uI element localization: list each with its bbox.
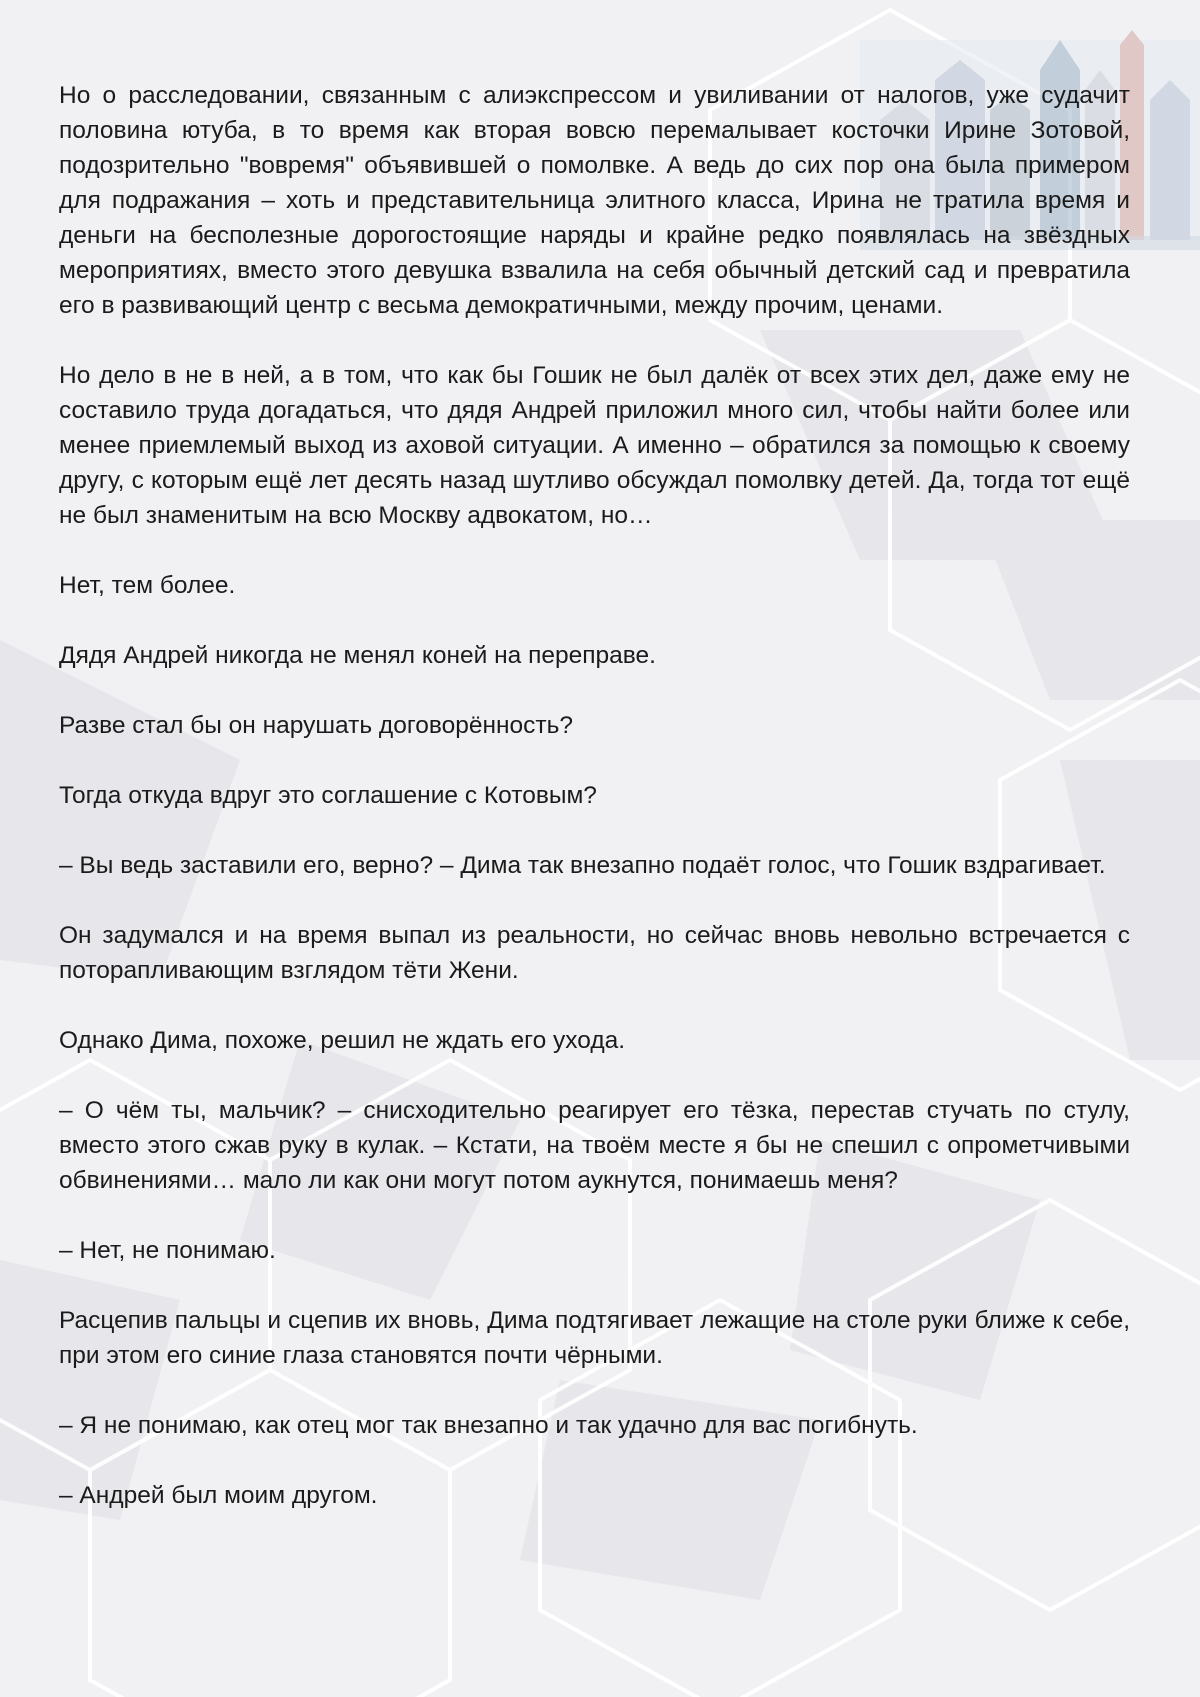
paragraph: Расцепив пальцы и сцепив их вновь, Дима подтягивает лежащие на столе руки ближе к себе, при этом его синие глаза становятся почти чёрными.	[59, 1307, 1130, 1369]
paragraph: – О чём ты, мальчик? – снисходительно реагирует его тёзка, перестав стучать по стулу, вместо этого сжав руку в кулак. – Кстати, на твоём месте я бы не спешил с опрометчивыми обвинениями… мало ли как они могут потом аукнутся, понимаешь меня?	[59, 1097, 1130, 1194]
paragraph: Нет, тем более.	[59, 572, 236, 599]
paragraph: Но о расследовании, связанным с алиэкспрессом и увиливании от налогов, уже судачит половина ютуба, в то время как вторая вовсю перемалывает косточки Ирине Зотовой, подозрительно "вовремя" объявившей о помолвке. А ведь до сих пор она была примером для подражания – хоть и представительница элитного класса, Ирина не тратила время и деньги на бесполезные дорогостоящие наряды и крайне редко появлялась на звёздных мероприятиях, вместо этого девушка взвалила на себя обычный детский сад и превратила его в развивающий центр с весьма демократичными, между прочим, ценами.	[59, 82, 1130, 319]
paragraph: Однако Дима, похоже, решил не ждать его ухода.	[59, 1027, 626, 1054]
paragraph: – Нет, не понимаю.	[59, 1237, 276, 1264]
skyline-tower	[1150, 80, 1190, 240]
paragraph: Он задумался и на время выпал из реальности, но сейчас вновь невольно встречается с поторапливающим взглядом тёти Жени.	[59, 922, 1130, 984]
paragraph: Тогда откуда вдруг это соглашение с Котовым?	[59, 782, 597, 809]
paragraph: – Я не понимаю, как отец мог так внезапно и так удачно для вас погибнуть.	[59, 1412, 918, 1439]
paragraph: – Вы ведь заставили его, верно? – Дима так внезапно подаёт голос, что Гошик вздрагивает.	[59, 852, 1106, 879]
paragraph: Дядя Андрей никогда не менял коней на переправе.	[59, 642, 656, 669]
document-body	[59, 78, 1130, 1513]
paragraph: Разве стал бы он нарушать договорённость?	[59, 712, 574, 739]
paragraph: – Андрей был моим другом.	[59, 1482, 378, 1509]
paragraph: Но дело в не в ней, а в том, что как бы Гошик не был далёк от всех этих дел, даже ему не составило труда догадаться, что дядя Андрей приложил много сил, чтобы найти более или менее приемлемый выход из аховой ситуации. А именно – обратился за помощью к своему другу, с которым ещё лет десять назад шутливо обсуждал помолвку детей. Да, тогда тот ещё не был знаменитым на всю Москву адвокатом, но…	[59, 362, 1130, 529]
